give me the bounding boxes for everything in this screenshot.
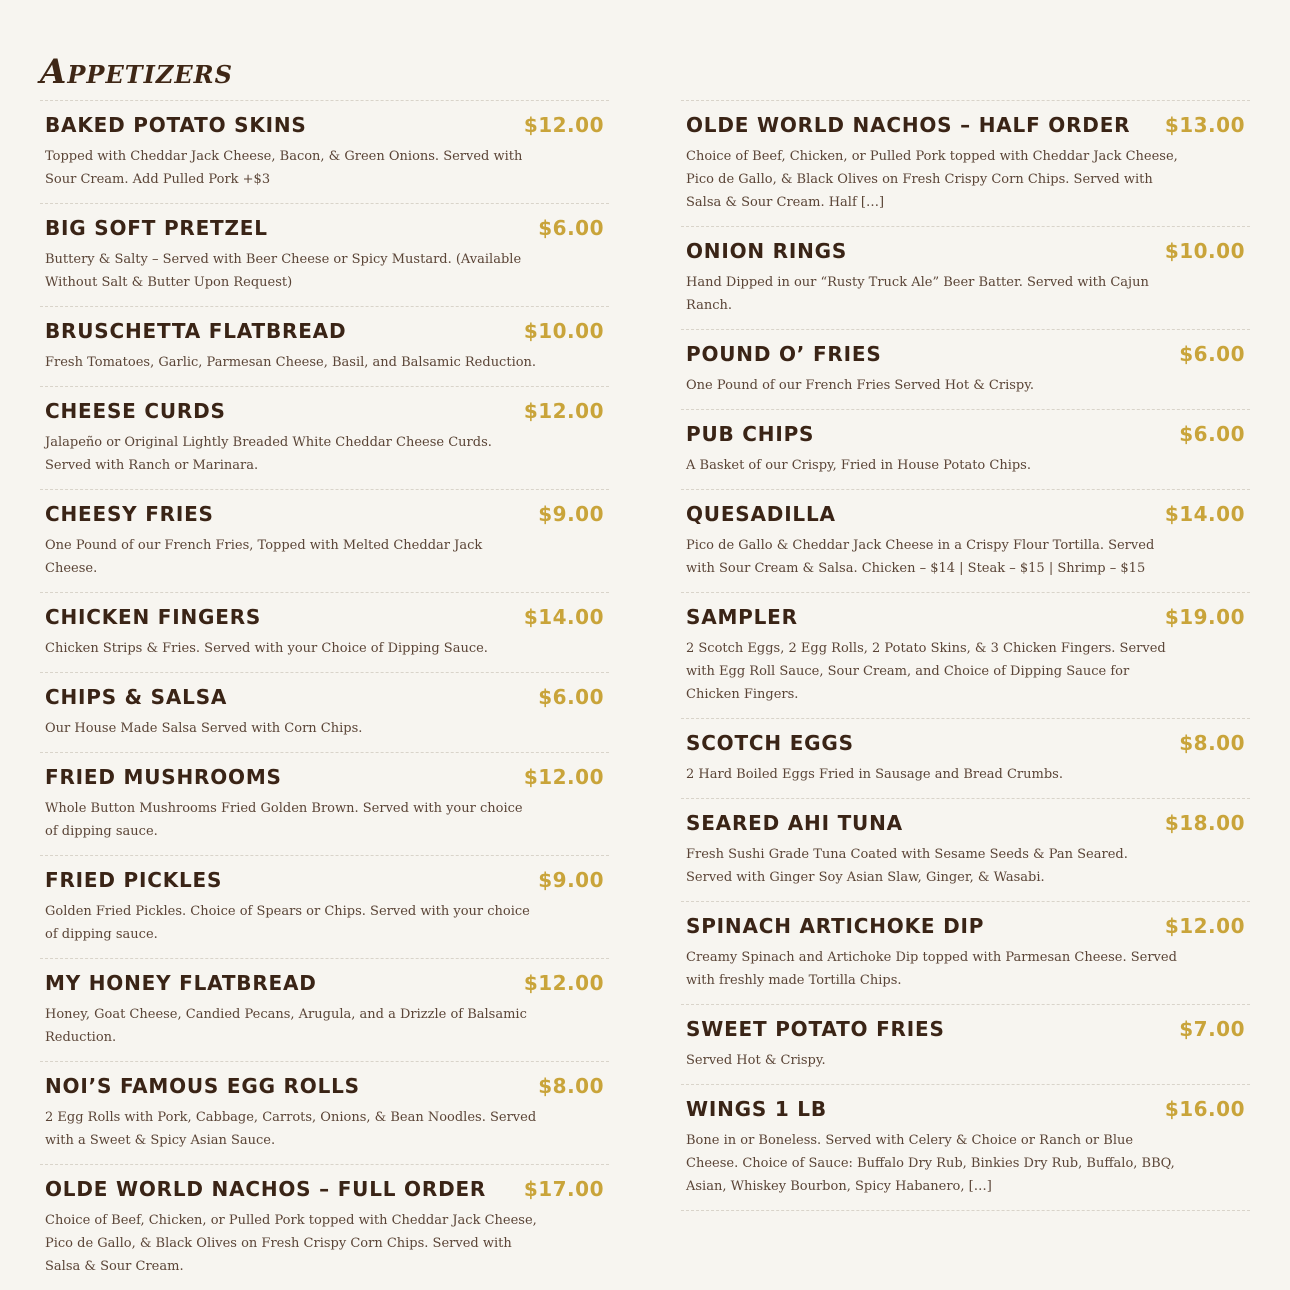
menu-item-name: SAMPLER [686,605,798,629]
menu-item-description: One Pound of our French Fries, Topped with Melted Cheddar Jack Cheese. [45,538,483,576]
menu-item-description: Chicken Strips & Fries. Served with your Choice of Dipping Sauce. [45,641,488,656]
menu-item-name: NOI’S FAMOUS EGG ROLLS [45,1074,360,1098]
menu-item-header [45,971,604,999]
menu-item [681,901,1250,1004]
menu-item-name: QUESADILLA [686,502,836,526]
menu-item-name: CHEESE CURDS [45,399,226,423]
menu-item-name: POUND O’ FRIES [686,342,882,366]
menu-item-description: 2 Egg Rolls with Pork, Cabbage, Carrots, Onions, & Bean Noodles. Served with a Sweet & Spicy Asian Sauce. [45,1110,537,1148]
menu-item [40,592,609,672]
menu-item-header [45,1074,604,1102]
menu-item-price: $14.00 [523,605,604,629]
menu-item-description: Pico de Gallo & Cheddar Jack Cheese in a Crispy Flour Tortilla. Served with Sour Cream & Salsa. Chicken – $14 | Steak – $15 | Shrimp – $15 [686,538,1155,576]
menu-item-name: PUB CHIPS [686,422,815,446]
menu-item-header [45,605,604,633]
menu-item-price: $19.00 [1164,605,1245,629]
menu-item-price: $12.00 [1164,914,1245,938]
menu-item-header [45,319,604,347]
menu-item-description: Whole Button Mushrooms Fried Golden Brown. Served with your choice of dipping sauce. [45,801,523,839]
menu-item-header [686,422,1245,450]
menu-item-price: $12.00 [523,399,604,423]
menu-item-description: Creamy Spinach and Artichoke Dip topped with Parmesan Cheese. Served with freshly made Tortilla Chips. [686,950,1177,988]
menu-page [40,0,1250,1274]
menu-item [681,329,1250,409]
menu-item-price: $12.00 [523,765,604,789]
menu-item-description: A Basket of our Crispy, Fried in House Potato Chips. [686,458,1031,473]
menu-item [40,958,609,1061]
menu-item-name: OLDE WORLD NACHOS – FULL ORDER [45,1177,487,1201]
menu-item-price: $10.00 [1164,239,1245,263]
menu-item-price: $18.00 [1164,811,1245,835]
menu-item-header [45,765,604,793]
menu-item [681,718,1250,798]
menu-item-price: $13.00 [1164,113,1245,137]
menu-item-description: Jalapeño or Original Lightly Breaded White Cheddar Cheese Curds. Served with Ranch or Marinara. [45,435,492,473]
menu-item-header [686,914,1245,942]
menu-item [40,1061,609,1164]
menu-item-description: Choice of Beef, Chicken, or Pulled Pork topped with Cheddar Jack Cheese, Pico de Gallo, & Black Olives on Fresh Crispy Corn Chips. Served with Salsa & Sour Cream. [45,1213,537,1274]
menu-item-header [686,731,1245,759]
menu-item-header [45,113,604,141]
menu-item [40,672,609,752]
menu-item-price: $8.00 [538,1074,604,1098]
menu-item [40,752,609,855]
menu-item [40,1164,609,1290]
menu-item-name: SEARED AHI TUNA [686,811,903,835]
menu-item-name: ONION RINGS [686,239,848,263]
menu-item-name: CHICKEN FINGERS [45,605,262,629]
menu-item-description: 2 Scotch Eggs, 2 Egg Rolls, 2 Potato Skins, & 3 Chicken Fingers. Served with Egg Roll Sauce, Sour Cream, and Choice of Dipping Sauce for Chicken Fingers. [686,641,1166,702]
menu-item-header [686,342,1245,370]
menu-item-price: $16.00 [1164,1097,1245,1121]
menu-item-description: Fresh Tomatoes, Garlic, Parmesan Cheese, Basil, and Balsamic Reduction. [45,355,537,370]
menu-item-name: BRUSCHETTA FLATBREAD [45,319,347,343]
menu-item-description: Choice of Beef, Chicken, or Pulled Pork topped with Cheddar Jack Cheese, Pico de Gallo, & Black Olives on Fresh Crispy Corn Chips. Served with Salsa & Sour Cream. Half […] [686,149,1178,210]
menu-item-header [686,113,1245,141]
menu-item-header [686,502,1245,530]
menu-item-name: FRIED PICKLES [45,868,223,892]
menu-item-name: MY HONEY FLATBREAD [45,971,317,995]
menu-item-header [45,216,604,244]
menu-item-header [45,868,604,896]
menu-item-description: Served Hot & Crispy. [686,1053,826,1068]
menu-item-header [45,685,604,713]
menu-item-price: $7.00 [1179,1017,1245,1041]
menu-item [681,100,1250,226]
menu-item-header [686,1017,1245,1045]
menu-item-price: $10.00 [523,319,604,343]
menu-item-price: $6.00 [1179,342,1245,366]
menu-item-price: $9.00 [538,868,604,892]
menu-column-left [40,100,609,1290]
menu-item-price: $6.00 [538,216,604,240]
menu-item [40,855,609,958]
menu-item [40,386,609,489]
menu-item-description: Our House Made Salsa Served with Corn Chips. [45,721,363,736]
section-heading: Appetizers [40,52,233,92]
menu-item-price: $12.00 [523,971,604,995]
menu-item-header [45,1177,604,1205]
menu-item [681,409,1250,489]
menu-column-right [681,100,1250,1211]
menu-item-description: Hand Dipped in our “Rusty Truck Ale” Beer Batter. Served with Cajun Ranch. [686,275,1149,313]
menu-item-description: Topped with Cheddar Jack Cheese, Bacon, & Green Onions. Served with Sour Cream. Add Pulled Pork +$3 [45,149,523,187]
menu-item-name: SWEET POTATO FRIES [686,1017,945,1041]
menu-item-price: $6.00 [1179,422,1245,446]
menu-item-name: OLDE WORLD NACHOS – HALF ORDER [686,113,1131,137]
menu-item-price: $8.00 [1179,731,1245,755]
menu-item-name: SPINACH ARTICHOKE DIP [686,914,985,938]
menu-item-header [686,811,1245,839]
menu-item [681,592,1250,718]
menu-item-description: Bone in or Boneless. Served with Celery & Choice or Ranch or Blue Cheese. Choice of Sauce: Buffalo Dry Rub, Binkies Dry Rub, Buffalo, BBQ, Asian, Whiskey Bourbon, Spicy Habanero, […] [686,1133,1175,1194]
menu-item [681,226,1250,329]
menu-item-name: CHEESY FRIES [45,502,214,526]
menu-item-description: Fresh Sushi Grade Tuna Coated with Sesame Seeds & Pan Seared. Served with Ginger Soy Asian Slaw, Ginger, & Wasabi. [686,847,1128,885]
menu-item-name: SCOTCH EGGS [686,731,854,755]
menu-item [681,798,1250,901]
menu-item [681,489,1250,592]
menu-item-name: BIG SOFT PRETZEL [45,216,268,240]
menu-item-description: 2 Hard Boiled Eggs Fried in Sausage and Bread Crumbs. [686,767,1063,782]
menu-item-price: $9.00 [538,502,604,526]
menu-item-price: $17.00 [523,1177,604,1201]
menu-item-description: One Pound of our French Fries Served Hot & Crispy. [686,378,1034,393]
menu-item-description: Golden Fried Pickles. Choice of Spears or Chips. Served with your choice of dipping sauce. [45,904,530,942]
menu-item-description: Buttery & Salty – Served with Beer Cheese or Spicy Mustard. (Available Without Salt & Butter Upon Request) [45,252,522,290]
menu-item [40,203,609,306]
menu-item-header [686,605,1245,633]
menu-item [40,306,609,386]
menu-item-name: WINGS 1 LB [686,1097,827,1121]
menu-item [681,1004,1250,1084]
menu-item [40,100,609,203]
menu-item-name: BAKED POTATO SKINS [45,113,307,137]
menu-item-header [45,502,604,530]
menu-item-header [686,239,1245,267]
menu-item [681,1084,1250,1211]
menu-item-price: $12.00 [523,113,604,137]
menu-item-price: $14.00 [1164,502,1245,526]
menu-item-description: Honey, Goat Cheese, Candied Pecans, Arugula, and a Drizzle of Balsamic Reduction. [45,1007,527,1045]
menu-item-name: CHIPS & SALSA [45,685,228,709]
menu-item-name: FRIED MUSHROOMS [45,765,282,789]
menu-item-header [45,399,604,427]
menu-item [40,489,609,592]
menu-item-price: $6.00 [538,685,604,709]
